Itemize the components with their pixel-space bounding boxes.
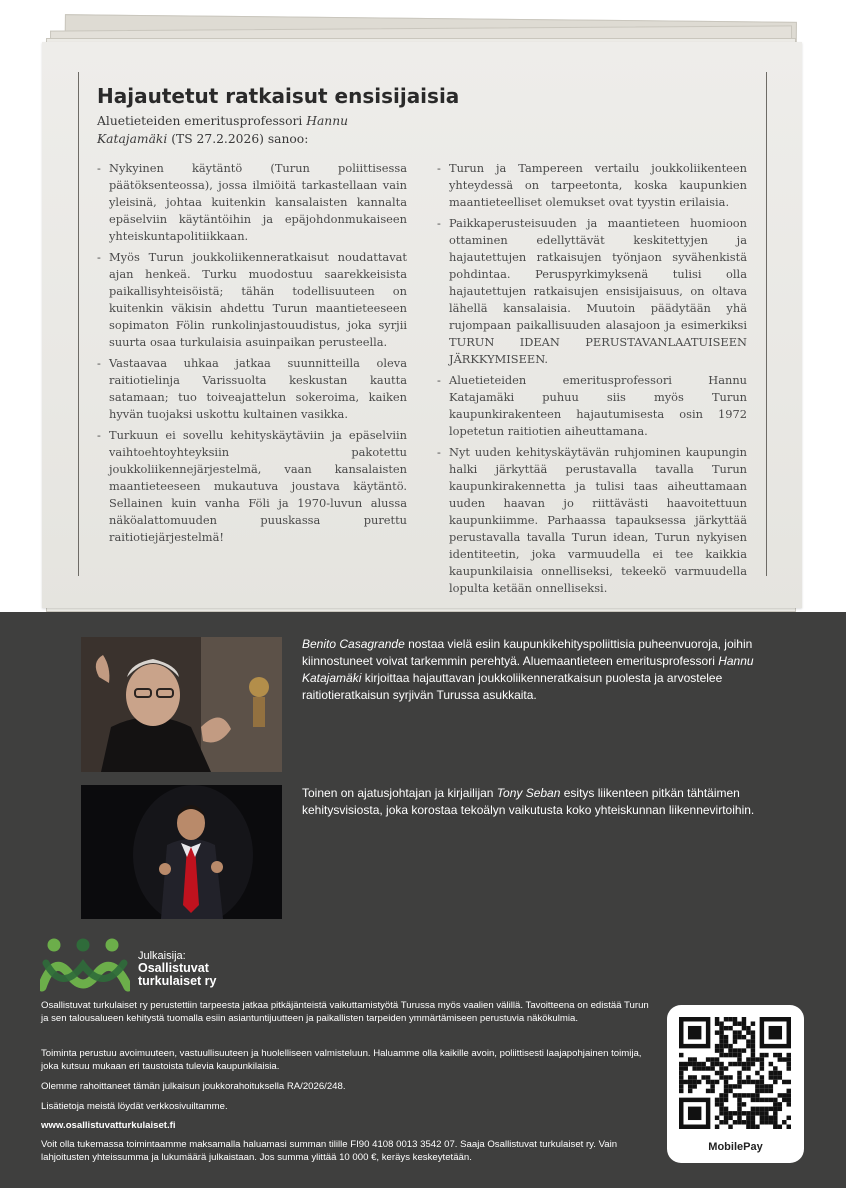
list-item: - Turkuun ei sovellu kehityskäytäviin ja epäselviin vaihtoehtoyhteyksiin pakotettu joukkoliikennejärjestelmä, vaan kansalaisten maantieteeseen mukautuva joustava käytäntö. Sellainen kuin vanha Föli ja 1970-luvun alussa näköalattomuuden puuskassa purettu raitiotiejärjestelmä!	[97, 427, 407, 546]
info-paragraph-mission: Osallistuvat turkulaiset ry perustettiin tarpeesta jatkaa pitkäjänteistä vaikuttamistyötä Turussa myös vaalien välillä. Tavoitteena on edistää Turun ja sen talousalueen kehitystä tuomalla esiin asiantuntijuutteen ja paikallisten tarpeiden ymmärtämiseen perustuvia näkökulmia.	[41, 1000, 649, 1024]
caption-first-photo: Benito Casagrande nostaa vielä esiin kaupunkikehityspoliittisia puheenvuoroja, joihin kiinnostuneet voivat tarkemmin perehtyä. Aluemaantieteen emeritusprofessori Hannu Katajamäki kirjoittaa hajauttavan joukkoliikenneratkaisun puolesta ja arvostelee raitiotieratkaisun syrjivän Turussa asukkaita.	[302, 637, 754, 702]
portrait-illustration	[81, 637, 282, 772]
people-logo-icon	[40, 935, 130, 995]
caption-person-name: Hannu Katajamäki	[302, 654, 754, 685]
qr-label: MobilePay	[708, 1141, 763, 1153]
website-link[interactable]: www.osallistuvatturkulaiset.fi	[41, 1120, 176, 1131]
list-item: - Myös Turun joukkoliikenneratkaisut noudattavat ajan henkeä. Turku muodostuu saarekkeisista paikallisyhteisöistä; tähän todellisuuteen on kuitenkin väkisin ahdettu Turun maantieteeseen sopimaton Fölin runkolinjastouudistus, joka syrjii suurta osaa turkulaisia asuinpaikan perusteella.	[97, 249, 407, 351]
info-paragraph-funding: Olemme rahoittaneet tämän julkaisun joukkorahoituksella RA/2026/248.	[41, 1081, 346, 1092]
caption-second-photo: Toinen on ajatusjohtajan ja kirjailijan Tony Seban esitys liikenteen pitkän tähtäimen kehitysvisiosta, joka korostaa tekoälyn vaikutusta koko yhteiskunnan liikennevirtoihin.	[302, 786, 755, 817]
info-paragraph-more: Lisätietoja meistä löydät verkkosivuiltamme.	[41, 1101, 228, 1112]
caption-person-name: Tony Seban	[496, 786, 561, 800]
list-item: - Vastaavaa uhkaa jatkaa suunnitteilla oleva raitiotielinja Varissuolta keskustan kautta satamaan; tuo toiveajattelun sokeroima, kaiken hyvän tuojaksi uskottu kultainen vasikka.	[97, 355, 407, 423]
article-intro: Aluetieteiden emeritusprofessori Hannu Katajamäki (TS 27.2.2026) sanoo:	[97, 114, 349, 146]
photo-tony-seba	[81, 785, 282, 919]
list-item: - Nykyinen käytäntö (Turun poliittisessa päätöksenteossa), jossa ilmiöitä tarkastellaan vain yleisinä, johtaa kuitenkin kansalaisten kannalta epäselviin käytäntöihin ja epäjohdonmukaiseen yhteiskuntapolitiikkaan.	[97, 160, 407, 245]
article-headline: Hajautetut ratkaisut ensisijaisia	[97, 84, 460, 108]
mobilepay-qr-card[interactable]	[667, 1005, 804, 1163]
photo-benito-casagrande	[81, 637, 282, 772]
info-paragraph-values: Toiminta perustuu avoimuuteen, vastuullisuuteen ja huolelliseen valmisteluun. Haluamme olla kaikille avoin, poliittisesti laajapohjainen toimija, joka kutsuu mukaan eri taustoista tulevia kaupunkilaisia.	[41, 1048, 642, 1072]
publisher-name: Osallistuvat turkulaiset ry	[138, 961, 217, 988]
article-column-left	[97, 160, 407, 550]
list-item: - Aluetieteiden emeritusprofessori Hannu Katajamäki puhuu siis myös Turun kaupunkirakenteen hajautumisesta osin 1972 lopetetun raitiotien aiheuttamana.	[437, 372, 747, 440]
info-paragraph-donations: Voit olla tukemassa toimintaamme maksamalla haluamasi summan tilille FI90 4108 0013 3542 07. Saaja Osallistuvat turkulaiset ry. Vain lahjoitusten yhteissumma ja lukumäärä julkaistaan. Jos summa ylittää 10 000 €, keräys keskeytetään.	[41, 1139, 618, 1163]
publisher-label: Julkaisija:	[138, 950, 186, 962]
list-item: - Paikkaperusteisuuden ja maantieteen huomioon ottaminen edellyttävät keskitettyjen ja hajautettujen ratkaisujen työnjaon syvähenkistä pohdintaa. Peruspyrkimyksenä tulisi olla hajautettujen ratkaisujen ensisijaisuus, on oltava lähellä kansalaisia. Muutoin päädytään yhä rujompaan paikallisuuden alasajoon ja esimerkiksi TURUN IDEAN PERUSTAVANLAATUISEEN JÄRKKYMISEEN.	[437, 215, 747, 368]
qr-code-icon[interactable]	[679, 1017, 791, 1129]
intro-author-name: Hannu Katajamäki	[97, 114, 349, 146]
article-column-right	[437, 160, 747, 601]
speaker-illustration	[81, 785, 282, 919]
list-item: - Turun ja Tampereen vertailu joukkoliikenteen yhteydessä on tarpeetonta, koska kaupunkien maantieteelliset olemukset ovat tyystin erilaisia.	[437, 160, 747, 211]
column-rule-left	[78, 72, 79, 576]
list-item: - Nyt uuden kehityskäytävän ruhjominen kaupungin halki järkyttää perustavalla tavalla Turun kaupunkirakennetta ja tulisi taas aiheuttamaan uuden haavan jo riittävästi haavoitettuun kaupunkiimme. Parhaassa tapauksessa järkyttää perustavalla tavalla Turun idean, Turun nykyisen identiteetin, joka varmuudella ei tee kaikkia kaupunkilaisia onnelliseksi, tekeekö varmuudella lopulta ketään onnelliseksi.	[437, 444, 747, 597]
column-rule-right	[766, 72, 767, 576]
caption-person-name: Benito Casagrande	[302, 637, 405, 651]
